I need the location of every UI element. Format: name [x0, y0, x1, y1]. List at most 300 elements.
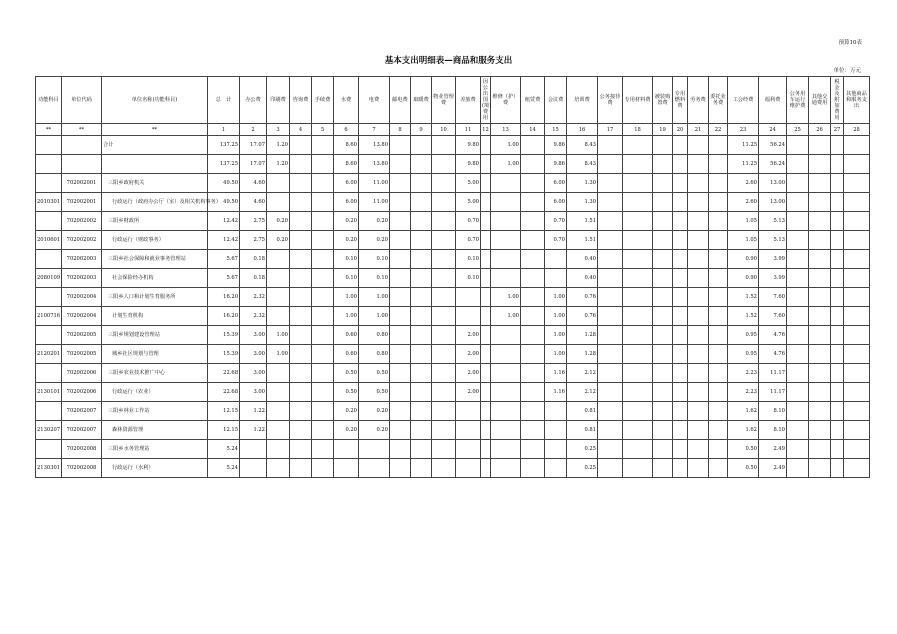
amount-cell: 0.20	[359, 231, 390, 250]
amount-cell	[481, 326, 491, 345]
amount-cell: 1.00	[359, 288, 390, 307]
amount-cell: 1.00	[267, 326, 290, 345]
amount-cell: 0.76	[567, 307, 598, 326]
amount-cell	[491, 212, 521, 231]
amount-cell	[481, 307, 491, 326]
header-cell: 咨询费	[290, 77, 312, 124]
amount-cell: 1.00	[491, 288, 521, 307]
amount-cell	[598, 402, 623, 421]
amount-cell: 6.00	[545, 193, 567, 212]
amount-cell	[411, 174, 432, 193]
amount-cell: 2.12	[567, 364, 598, 383]
column-index-cell: 24	[759, 124, 787, 136]
amount-cell	[623, 440, 653, 459]
amount-cell: 1.22	[240, 421, 267, 440]
amount-cell	[312, 383, 334, 402]
header-cell: 公务接待费	[598, 77, 623, 124]
amount-cell: 6.00	[334, 193, 359, 212]
amount-cell	[411, 326, 432, 345]
amount-cell	[787, 383, 809, 402]
amount-cell: 22.68	[208, 383, 240, 402]
amount-cell	[290, 459, 312, 478]
amount-cell	[521, 440, 545, 459]
column-index-cell: 26	[809, 124, 831, 136]
amount-cell: 0.18	[240, 250, 267, 269]
amount-cell	[688, 459, 709, 478]
amount-cell	[623, 136, 653, 155]
amount-cell	[844, 402, 870, 421]
amount-cell	[673, 383, 688, 402]
amount-cell	[290, 307, 312, 326]
amount-cell	[598, 269, 623, 288]
amount-cell	[598, 136, 623, 155]
amount-cell	[688, 155, 709, 174]
amount-cell: 0.20	[267, 231, 290, 250]
amount-cell	[312, 326, 334, 345]
amount-cell	[491, 421, 521, 440]
amount-cell	[673, 269, 688, 288]
amount-cell	[673, 250, 688, 269]
amount-cell: 1.05	[728, 231, 759, 250]
amount-cell: 16.20	[208, 288, 240, 307]
amount-cell	[809, 402, 831, 421]
amount-cell	[673, 345, 688, 364]
amount-cell	[709, 459, 728, 478]
amount-cell	[491, 383, 521, 402]
amount-cell	[844, 440, 870, 459]
amount-cell: 15.39	[208, 345, 240, 364]
amount-cell	[653, 402, 673, 421]
table-row	[36, 326, 870, 345]
amount-cell	[809, 440, 831, 459]
amount-cell	[312, 231, 334, 250]
amount-cell	[844, 383, 870, 402]
amount-cell	[844, 421, 870, 440]
function-code-cell	[36, 212, 62, 231]
amount-cell	[831, 250, 844, 269]
amount-cell	[290, 269, 312, 288]
amount-cell	[709, 288, 728, 307]
amount-cell	[653, 326, 673, 345]
amount-cell	[623, 421, 653, 440]
amount-cell: 17.07	[240, 136, 267, 155]
amount-cell	[598, 250, 623, 269]
amount-cell	[809, 193, 831, 212]
amount-cell	[456, 459, 481, 478]
amount-cell	[481, 212, 491, 231]
amount-cell: 0.50	[359, 383, 390, 402]
column-index-cell: **	[62, 124, 102, 136]
amount-cell	[831, 212, 844, 231]
amount-cell: 2.23	[728, 364, 759, 383]
amount-cell: 0.20	[267, 212, 290, 231]
amount-cell	[411, 440, 432, 459]
amount-cell	[688, 174, 709, 193]
amount-cell	[623, 326, 653, 345]
amount-cell: 1.51	[567, 212, 598, 231]
amount-cell	[688, 250, 709, 269]
amount-cell: 8.60	[334, 136, 359, 155]
amount-cell: 1.00	[545, 307, 567, 326]
amount-cell	[481, 250, 491, 269]
amount-cell	[673, 307, 688, 326]
amount-cell	[688, 231, 709, 250]
amount-cell	[709, 440, 728, 459]
amount-cell	[267, 288, 290, 307]
amount-cell	[390, 459, 411, 478]
amount-cell	[411, 364, 432, 383]
amount-cell	[709, 155, 728, 174]
header-cell: 因公出国(境)费用	[481, 77, 491, 124]
amount-cell	[390, 136, 411, 155]
amount-cell: 1.00	[359, 307, 390, 326]
amount-cell: 3.00	[240, 383, 267, 402]
amount-cell	[481, 231, 491, 250]
amount-cell	[598, 155, 623, 174]
amount-cell	[688, 383, 709, 402]
amount-cell: 1.00	[491, 155, 521, 174]
amount-cell	[390, 269, 411, 288]
amount-cell	[390, 402, 411, 421]
unit-code-cell: 702002007	[62, 421, 102, 440]
amount-cell	[653, 212, 673, 231]
amount-cell: 11.25	[728, 155, 759, 174]
amount-cell: 3.99	[759, 269, 787, 288]
amount-cell: 6.00	[545, 174, 567, 193]
amount-cell	[432, 459, 456, 478]
table-row	[36, 440, 870, 459]
amount-cell	[390, 231, 411, 250]
amount-cell	[709, 136, 728, 155]
amount-cell	[481, 136, 491, 155]
amount-cell	[844, 155, 870, 174]
amount-cell	[598, 288, 623, 307]
amount-cell	[787, 250, 809, 269]
amount-cell: 4.60	[240, 193, 267, 212]
amount-cell	[390, 383, 411, 402]
unit-code-cell: 702002008	[62, 459, 102, 478]
amount-cell	[390, 212, 411, 231]
unit-name-cell: 三阳乡政府机关	[102, 174, 208, 193]
amount-cell	[623, 364, 653, 383]
amount-cell	[844, 459, 870, 478]
amount-cell: 1.52	[728, 288, 759, 307]
amount-cell: 4.76	[759, 345, 787, 364]
function-code-cell	[36, 136, 62, 155]
amount-cell: 0.80	[359, 326, 390, 345]
amount-cell	[653, 440, 673, 459]
header-cell: 租赁费	[521, 77, 545, 124]
amount-cell	[831, 402, 844, 421]
header-cell: 单位代码	[62, 77, 102, 124]
amount-cell	[267, 402, 290, 421]
unit-name-cell: 森林资源管理	[102, 421, 208, 440]
amount-cell	[545, 250, 567, 269]
header-cell: 电费	[359, 77, 390, 124]
amount-cell	[653, 155, 673, 174]
amount-cell	[312, 136, 334, 155]
amount-cell	[831, 383, 844, 402]
amount-cell	[267, 250, 290, 269]
amount-cell	[481, 364, 491, 383]
amount-cell	[267, 174, 290, 193]
table-row	[36, 174, 870, 193]
amount-cell: 0.95	[728, 345, 759, 364]
amount-cell	[481, 402, 491, 421]
amount-cell	[623, 383, 653, 402]
amount-cell	[390, 155, 411, 174]
amount-cell	[809, 212, 831, 231]
unit-code-cell: 702002004	[62, 288, 102, 307]
column-index-cell: 28	[844, 124, 870, 136]
header-cell: 邮电费	[390, 77, 411, 124]
amount-cell: 3.99	[759, 250, 787, 269]
amount-cell: 12.42	[208, 231, 240, 250]
amount-cell	[831, 136, 844, 155]
column-index-cell: 19	[653, 124, 673, 136]
amount-cell	[312, 421, 334, 440]
amount-cell	[673, 136, 688, 155]
amount-cell	[491, 345, 521, 364]
amount-cell	[787, 440, 809, 459]
column-index-cell: 25	[787, 124, 809, 136]
amount-cell: 1.00	[545, 288, 567, 307]
amount-cell	[390, 250, 411, 269]
amount-cell: 13.80	[359, 136, 390, 155]
amount-cell	[491, 364, 521, 383]
amount-cell	[521, 364, 545, 383]
amount-cell	[809, 307, 831, 326]
amount-cell: 0.50	[728, 459, 759, 478]
amount-cell	[787, 402, 809, 421]
amount-cell	[481, 421, 491, 440]
amount-cell	[598, 421, 623, 440]
header-cell: 办公费	[240, 77, 267, 124]
amount-cell	[809, 364, 831, 383]
amount-cell	[411, 269, 432, 288]
amount-cell: 1.52	[728, 307, 759, 326]
amount-cell	[688, 440, 709, 459]
amount-cell	[787, 269, 809, 288]
amount-cell: 2.00	[456, 364, 481, 383]
amount-cell: 17.07	[240, 155, 267, 174]
amount-cell: 1.00	[545, 326, 567, 345]
amount-cell	[432, 288, 456, 307]
amount-cell	[688, 326, 709, 345]
amount-cell	[709, 231, 728, 250]
function-code-cell: 2130207	[36, 421, 62, 440]
column-index-cell: 21	[688, 124, 709, 136]
amount-cell	[432, 307, 456, 326]
amount-cell	[521, 288, 545, 307]
amount-cell	[653, 383, 673, 402]
amount-cell: 4.60	[240, 174, 267, 193]
amount-cell	[312, 174, 334, 193]
amount-cell	[653, 136, 673, 155]
amount-cell	[390, 345, 411, 364]
amount-cell	[653, 364, 673, 383]
form-number: 预算10表	[838, 40, 862, 46]
amount-cell	[709, 402, 728, 421]
unit-code-cell: 702002004	[62, 307, 102, 326]
amount-cell	[831, 307, 844, 326]
amount-cell	[456, 288, 481, 307]
amount-cell: 0.10	[456, 269, 481, 288]
column-index-cell: **	[36, 124, 62, 136]
amount-cell: 0.20	[334, 231, 359, 250]
header-cell: 取暖费	[411, 77, 432, 124]
function-code-cell: 2130101	[36, 383, 62, 402]
amount-cell	[432, 174, 456, 193]
amount-cell	[481, 174, 491, 193]
header-cell: 物业管理费	[432, 77, 456, 124]
amount-cell	[844, 136, 870, 155]
amount-cell	[688, 212, 709, 231]
amount-cell	[709, 269, 728, 288]
amount-cell	[809, 421, 831, 440]
amount-cell: 11.17	[759, 364, 787, 383]
header-cell: 单位名称(功能科目)	[102, 77, 208, 124]
amount-cell: 2.00	[456, 383, 481, 402]
amount-cell	[673, 402, 688, 421]
amount-cell	[598, 307, 623, 326]
amount-cell: 0.10	[334, 269, 359, 288]
amount-cell	[267, 421, 290, 440]
amount-cell	[787, 288, 809, 307]
amount-cell	[267, 193, 290, 212]
amount-cell	[312, 193, 334, 212]
amount-cell: 2.60	[728, 174, 759, 193]
amount-cell	[623, 250, 653, 269]
function-code-cell	[36, 174, 62, 193]
column-index-cell: 11	[456, 124, 481, 136]
amount-cell	[390, 440, 411, 459]
amount-cell	[623, 288, 653, 307]
amount-cell	[787, 421, 809, 440]
column-index-cell: 7	[359, 124, 390, 136]
amount-cell	[432, 440, 456, 459]
amount-cell	[844, 307, 870, 326]
amount-cell	[831, 193, 844, 212]
amount-cell	[598, 459, 623, 478]
column-index-cell: 3	[267, 124, 290, 136]
amount-cell	[787, 155, 809, 174]
amount-cell: 2.60	[728, 193, 759, 212]
amount-cell: 12.42	[208, 212, 240, 231]
amount-cell	[290, 155, 312, 174]
amount-cell: 0.50	[334, 383, 359, 402]
unit-name-cell: 行政运行（农业）	[102, 383, 208, 402]
amount-cell	[787, 231, 809, 250]
column-index-cell: 6	[334, 124, 359, 136]
header-cell: 税金及附加费用	[831, 77, 844, 124]
amount-cell: 0.40	[567, 250, 598, 269]
amount-cell	[312, 307, 334, 326]
amount-cell: 6.00	[334, 174, 359, 193]
amount-cell: 2.32	[240, 307, 267, 326]
amount-cell	[521, 155, 545, 174]
amount-cell: 0.81	[567, 421, 598, 440]
amount-cell: 2.23	[728, 383, 759, 402]
amount-cell	[521, 212, 545, 231]
amount-cell: 8.43	[567, 155, 598, 174]
amount-cell	[709, 307, 728, 326]
amount-cell	[481, 193, 491, 212]
unit-name-cell: 行政运行（政府办公厅（室）及相关机构事务）	[102, 193, 208, 212]
amount-cell: 1.16	[545, 383, 567, 402]
header-cell: 维修（护）费	[491, 77, 521, 124]
amount-cell: 0.81	[567, 402, 598, 421]
amount-cell: 0.50	[334, 364, 359, 383]
header-cell: 委托业务费	[709, 77, 728, 124]
amount-cell: 2.00	[456, 345, 481, 364]
amount-cell	[267, 440, 290, 459]
amount-cell: 5.00	[456, 174, 481, 193]
amount-cell	[456, 421, 481, 440]
header-cell: 总 计	[208, 77, 240, 124]
amount-cell	[787, 459, 809, 478]
column-index-cell: 9	[411, 124, 432, 136]
amount-cell: 9.86	[545, 155, 567, 174]
amount-cell	[688, 269, 709, 288]
function-code-cell	[36, 288, 62, 307]
amount-cell	[390, 288, 411, 307]
amount-cell	[290, 440, 312, 459]
amount-cell	[831, 421, 844, 440]
amount-cell	[359, 459, 390, 478]
function-code-cell	[36, 402, 62, 421]
header-cell: 其他交通费用	[809, 77, 831, 124]
amount-cell	[390, 421, 411, 440]
amount-cell	[673, 421, 688, 440]
column-index-cell: 4	[290, 124, 312, 136]
amount-cell	[481, 345, 491, 364]
amount-cell	[673, 155, 688, 174]
amount-cell	[653, 421, 673, 440]
amount-cell: 13.00	[759, 174, 787, 193]
amount-cell	[688, 288, 709, 307]
amount-cell	[653, 269, 673, 288]
amount-cell: 0.20	[359, 402, 390, 421]
amount-cell: 0.60	[334, 326, 359, 345]
amount-cell	[709, 212, 728, 231]
amount-cell	[673, 193, 688, 212]
table-row	[36, 269, 870, 288]
amount-cell	[653, 288, 673, 307]
table-row	[36, 402, 870, 421]
amount-cell	[411, 212, 432, 231]
amount-cell: 5.13	[759, 231, 787, 250]
amount-cell	[787, 326, 809, 345]
amount-cell: 13.00	[759, 193, 787, 212]
unit-label: 单位：万元	[833, 68, 861, 74]
amount-cell	[521, 136, 545, 155]
amount-cell	[623, 345, 653, 364]
amount-cell	[432, 250, 456, 269]
amount-cell	[598, 326, 623, 345]
expense-table	[35, 76, 870, 478]
amount-cell: 0.76	[567, 288, 598, 307]
amount-cell	[709, 326, 728, 345]
amount-cell	[809, 155, 831, 174]
amount-cell	[545, 421, 567, 440]
amount-cell	[673, 231, 688, 250]
column-index-cell: 5	[312, 124, 334, 136]
amount-cell	[545, 402, 567, 421]
amount-cell	[623, 459, 653, 478]
amount-cell: 11.17	[759, 383, 787, 402]
amount-cell	[844, 326, 870, 345]
